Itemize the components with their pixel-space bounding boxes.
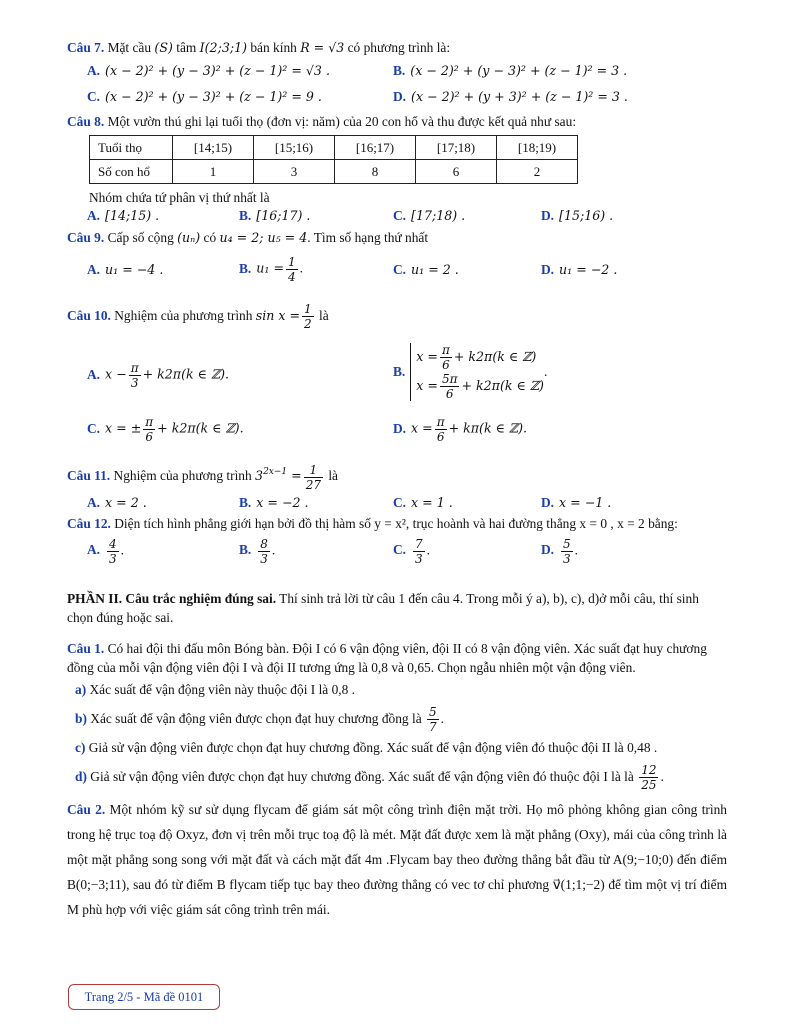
option-d: D. (x − 2)² + (y + 3)² + (z − 1)² = 3 . [393,89,628,104]
fraction: $\frac{1}{4}$ [288,255,296,284]
option-a: A. [14;15) . [87,208,160,223]
option-d: D. u₁ = −2 . [541,262,618,277]
option-c: C. u₁ = 2 . [393,262,459,277]
options-row [67,339,727,413]
statement-b: b) Xác suất để vận động viên được chọn đạt huy chương đồng là $\frac{5}{7}$ . [75,705,445,735]
table-cell: [16;17) [335,136,416,160]
table-cell: 6 [416,160,497,184]
option-b: B. (x − 2)² + (y − 3)² + (z − 1)² = 3 . [393,63,628,78]
option-b: B. [16;17) . [239,208,311,223]
question-label: Câu 1. [67,640,105,656]
section-title: PHẦN II. Câu trắc nghiệm đúng sai. [67,590,277,606]
question-label: Câu 8. [67,114,105,129]
fraction: $\frac{1}{2}$ [304,302,312,332]
option-d: D. [15;16) . [541,208,614,223]
options-row [67,537,727,577]
option-b: B. u₁ = $\frac{1}{4}$ . [239,255,303,284]
option-b: B. $\frac{8}{3}$ . [239,536,276,566]
options-row [67,494,727,514]
table-cell: 8 [335,160,416,184]
table-cell: 1 [173,160,254,184]
statement-c: c) Giả sử vận động viên được chọn đạt huy chương đồng. Xác suất để vận động viên đó thuộc đội II là 0,48 . [75,739,658,755]
options-row [67,207,727,227]
question-7: Câu 7. Mặt cầu (S) tâm I(2;3;1) bán kính R = √3 có phương trình là: [67,40,451,55]
table-cell: [18;19) [497,136,578,160]
question-12: Câu 12. Diện tích hình phẳng giới hạn bởi đồ thị hàm số y = x², trục hoành và hai đường thẳng x = 0 , x = 2 bằng: [67,515,678,531]
table-cell: Số con hổ [90,160,173,184]
option-b: B. x = $\frac{\pi}{6}$ + k2π(k ∈ ℤ) x = $\frac{5\pi}{6}$ + k2π(k ∈ ℤ) . [393,343,548,402]
equation-system: x = $\frac{\pi}{6}$ + k2π(k ∈ ℤ) x = $\frac{5\pi}{6}$ + k2π(k ∈ ℤ) [410,343,544,401]
option-d: D. x = $\frac{\pi}{6}$ + kπ(k ∈ ℤ). [393,415,528,445]
data-table [89,135,578,184]
option-c: C. [17;18) . [393,208,466,223]
question-prompt: Nhóm chứa tứ phân vị thứ nhất là [89,190,270,205]
table-cell: [17;18) [416,136,497,160]
option-a: A. x = 2 . [87,494,147,510]
option-c: C. x = ± $\frac{\pi}{6}$ + k2π(k ∈ ℤ). [87,415,244,445]
table-cell: [15;16) [254,136,335,160]
options-row [67,415,727,455]
page-footer: Trang 2/5 - Mã đề 0101 [68,984,220,1010]
part2-question-1: Câu 1. Có hai đội thi đấu môn Bóng bàn. Đội I có 6 vận động viên, đội II có 8 vận động viên. Xác suất đạt huy chương đồng của mỗi vận động viên đội I và đội II tương ứng là 0,8 và 0,65. Chọn ngẫu nhiên một vận động viên. [67,640,707,675]
question-label: Câu 9. [67,230,105,245]
part-2-intro: PHẦN II. Câu trắc nghiệm đúng sai. Thí sinh trả lời từ câu 1 đến câu 4. Trong mỗi ý a), b), c), d)ở mỗi câu, thí sinh chọn đúng hoặc sai. [67,590,699,625]
fraction: $\frac{1}{27}$ [305,462,321,492]
question-label: Câu 10. [67,308,111,323]
table-cell: [14;15) [173,136,254,160]
statement-a: a) Xác suất để vận động viên này thuộc đội I là 0,8 . [75,681,356,697]
table-row [90,160,578,184]
option-a: A. (x − 2)² + (y − 3)² + (z − 1)² = √3 . [87,63,330,78]
option-d: D. $\frac{5}{3}$ . [541,536,579,566]
question-10: Câu 10. Nghiệm của phương trình sin x = $\frac{1}{2}$ là [67,302,329,332]
options-row [67,86,727,112]
option-a: A. u₁ = −4 . [87,262,164,277]
question-label: Câu 7. [67,40,105,55]
option-c: C. $\frac{7}{3}$ . [393,536,431,566]
exam-page [67,38,727,922]
part2-question-2: Câu 2. Một nhóm kỹ sư sử dụng flycam để giám sát một công trình điện mặt trời. Họ mô phỏng không gian công trình trong hệ trục toạ độ Oxyz, đơn vị trên mỗi trục toạ độ là mét. Mặt đất được xem là mặt phẳng (Oxy), mái của công trình là một mặt phẳng song song với mặt đất và cách mặt đất 4m .Flycam bay theo đường thẳng bắt đầu từ A(9;−10;0) đến điểm B(0;−3;11), sau đó từ điểm B flycam tiếp tục bay theo đường thẳng có vec tơ chỉ phương v⃗(1;1;−2) để tìm một vị trí điểm M phù hợp với việc giám sát công trình trên mái. [67,801,727,917]
table-cell: 3 [254,160,335,184]
option-a: A. $\frac{4}{3}$ . [87,536,125,566]
question-9: Câu 9. Cấp số cộng (uₙ) có u₄ = 2; u₅ = 4. Tìm số hạng thứ nhất [67,230,429,245]
table-cell: Tuổi thọ [90,136,173,160]
question-8: Câu 8. Một vườn thú ghi lại tuổi thọ (đơn vị: năm) của 20 con hổ và thu được kết quả như sau: [67,114,577,129]
question-11: Câu 11. Nghiệm của phương trình $3^{2x-1}$ = $\frac{1}{27}$ là [67,462,338,492]
option-c: C. x = 1 . [393,494,453,510]
option-c: C. (x − 2)² + (y − 3)² + (z − 1)² = 9 . [87,89,322,104]
options-row [67,60,727,86]
option-b: B. x = −2 . [239,494,309,510]
option-d: D. x = −1 . [541,494,612,510]
statement-d: d) Giả sử vận động viên được chọn đạt huy chương đồng. Xác suất để vận động viên đó thuộc đội I là là $\frac{12}{25}$ . [75,763,664,793]
question-label: Câu 12. [67,515,111,531]
option-a: A. x − $\frac{\pi}{3}$ + k2π(k ∈ ℤ). [87,361,230,391]
question-label: Câu 2. [67,801,106,817]
table-cell: 2 [497,160,578,184]
options-row [67,255,727,291]
question-label: Câu 11. [67,468,111,484]
table-row [90,136,578,160]
